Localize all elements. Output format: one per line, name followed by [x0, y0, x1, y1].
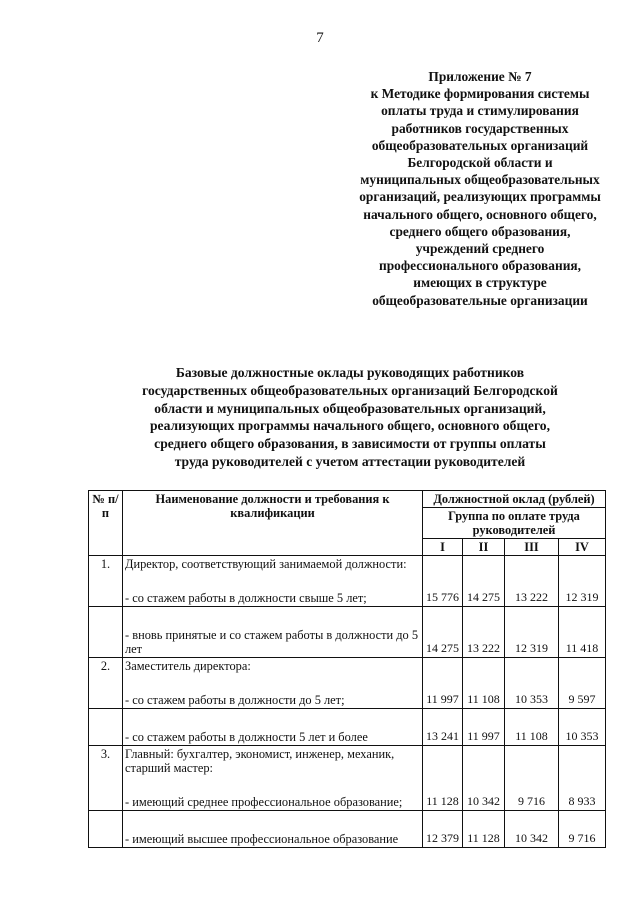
value-cell: 9 597: [559, 658, 606, 709]
appendix-line: Белгородской области и: [407, 155, 553, 171]
title-line: среднего общего образования, в зависимости от группы оплаты: [154, 436, 546, 452]
section-number: 1.: [89, 556, 123, 607]
header-group-2: II: [463, 539, 505, 556]
salary-table: [88, 490, 606, 848]
value-cell: 13 222: [463, 607, 505, 658]
appendix-line: профессионального образования,: [379, 258, 581, 274]
table-row: [89, 556, 606, 607]
appendix-line: работников государственных: [391, 120, 569, 136]
value-cell: 14 275: [423, 607, 463, 658]
appendix-line: муниципальных общеобразовательных: [360, 172, 600, 188]
row-label: - со стажем работы в должности до 5 лет;: [125, 693, 345, 707]
section-title: Директор, соответствующий занимаемой должности:: [125, 557, 407, 571]
position-cell: [123, 607, 423, 658]
appendix-header: [330, 68, 630, 309]
section-number: 3.: [89, 746, 123, 811]
title-line: труда руководителей с учетом аттестации руководителей: [174, 453, 526, 469]
appendix-line: Приложение № 7: [428, 69, 532, 84]
title-line: Базовые должностные оклады руководящих работников: [175, 365, 525, 380]
row-label: - имеющий высшее профессиональное образование: [125, 832, 399, 846]
page-number: 7: [316, 30, 324, 46]
section-title: Главный: бухгалтер, экономист, инженер, механик, старший мастер:: [125, 747, 395, 775]
value-cell: 10 342: [505, 811, 559, 848]
title-line: области и муниципальных общеобразовательных организаций,: [154, 400, 546, 416]
row-label: - со стажем работы в должности свыше 5 лет;: [125, 591, 367, 605]
header-salary: Должностной оклад (рублей): [423, 491, 606, 508]
appendix-line: общеобразовательных организаций: [371, 137, 589, 153]
value-cell: 10 353: [505, 658, 559, 709]
value-cell: 15 776: [423, 556, 463, 607]
table-row: [89, 658, 606, 709]
value-cell: 11 128: [423, 746, 463, 811]
appendix-line: учреждений среднего: [415, 241, 545, 257]
value-cell: 12 319: [559, 556, 606, 607]
position-cell: [123, 556, 423, 607]
header-group-3: III: [505, 539, 559, 556]
value-cell: 11 418: [559, 607, 606, 658]
appendix-line: начального общего, основного общего,: [363, 206, 597, 222]
value-cell: 11 108: [463, 658, 505, 709]
title-line: государственных общеобразовательных организаций Белгородской: [142, 382, 558, 398]
header-number: № п/п: [89, 491, 123, 556]
value-cell: 11 997: [463, 709, 505, 746]
appendix-line: общеобразовательные организации: [372, 292, 588, 308]
row-label: - со стажем работы в должности 5 лет и более: [125, 730, 368, 744]
appendix-line: среднего общего образования,: [389, 223, 571, 239]
position-cell: [123, 658, 423, 709]
value-cell: 11 108: [505, 709, 559, 746]
value-cell: 13 222: [505, 556, 559, 607]
section-title: Заместитель директора:: [125, 659, 251, 673]
header-position: Наименование должности и требования к квалификации: [123, 491, 423, 556]
table-row: [89, 607, 606, 658]
header-group: Группа по оплате труда руководителей: [423, 508, 606, 539]
title-line: реализующих программы начального общего, основного общего,: [149, 418, 550, 434]
appendix-line: имеющих в структуре: [413, 275, 547, 291]
header-group-1: I: [423, 539, 463, 556]
value-cell: 9 716: [559, 811, 606, 848]
value-cell: 10 353: [559, 709, 606, 746]
appendix-line: оплаты труда и стимулирования: [381, 103, 579, 119]
position-cell: [123, 811, 423, 848]
table-row: [89, 811, 606, 848]
value-cell: 13 241: [423, 709, 463, 746]
section-number: 2.: [89, 658, 123, 709]
value-cell: 10 342: [463, 746, 505, 811]
value-cell: 9 716: [505, 746, 559, 811]
row-label: - вновь принятые и со стажем работы в должности до 5 лет: [125, 628, 419, 656]
value-cell: 8 933: [559, 746, 606, 811]
row-label: - имеющий среднее профессиональное образование;: [125, 795, 403, 809]
header-group-4: IV: [559, 539, 606, 556]
position-cell: [123, 746, 423, 811]
table-row: [89, 709, 606, 746]
value-cell: 14 275: [463, 556, 505, 607]
value-cell: 12 379: [423, 811, 463, 848]
value-cell: 12 319: [505, 607, 559, 658]
value-cell: 11 128: [463, 811, 505, 848]
position-cell: [123, 709, 423, 746]
appendix-line: организаций, реализующих программы: [359, 189, 601, 205]
document-title: [110, 364, 590, 471]
value-cell: 11 997: [423, 658, 463, 709]
table-row: [89, 746, 606, 811]
appendix-line: к Методике формирования системы: [370, 86, 590, 102]
